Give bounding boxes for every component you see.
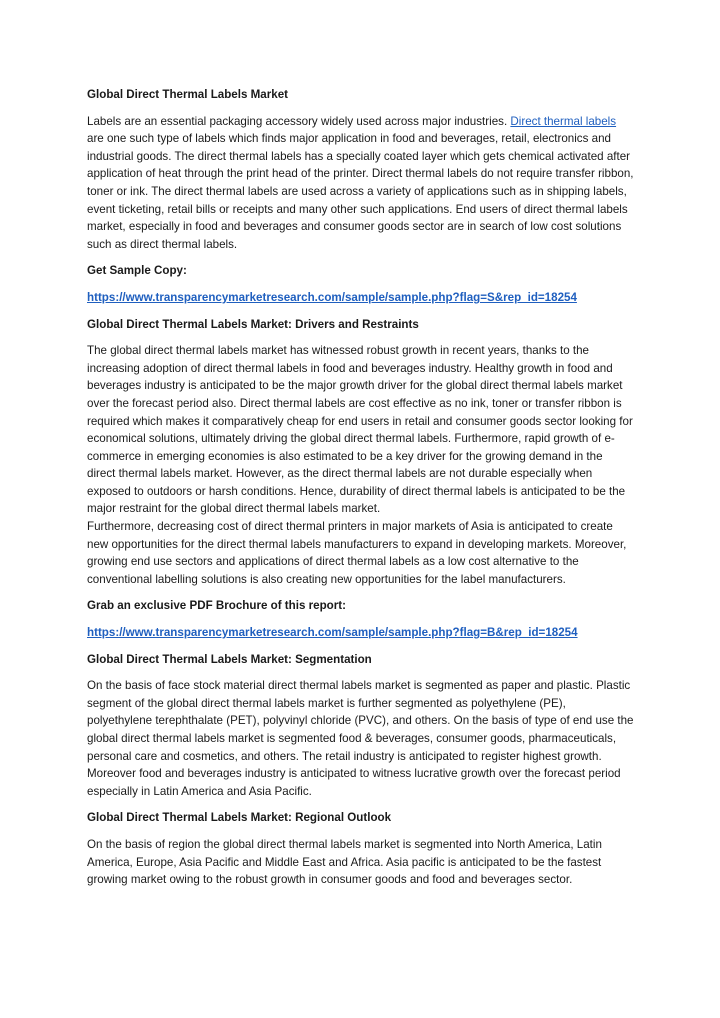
segmentation-paragraph: On the basis of face stock material direct thermal labels market is segmented as paper and plastic. Plastic segment of the global direct thermal labels market is further segmented as polyethylene (PE), polyethylene terephthalate (PET), polyvinyl chloride (PVC), and others. On the basis of type of end use the global direct thermal labels market is segmented food & beverages, consumer goods, pharmaceuticals, personal care and cosmetics, and others. The retail industry is anticipated to register highest growth. Moreover food and beverages industry is anticipated to witness lucrative growth over the forecast period especially in Latin America and Asia Pacific. xyxy=(87,679,634,798)
drivers-heading: Global Direct Thermal Labels Market: Drivers and Restraints xyxy=(87,317,419,331)
direct-thermal-labels-link[interactable]: Direct thermal labels xyxy=(510,114,617,128)
intro-text-before-link: Labels are an essential packaging accessory widely used across major industries. xyxy=(87,114,511,128)
regional-heading: Global Direct Thermal Labels Market: Regional Outlook xyxy=(87,811,392,825)
intro-text-after-link: are one such type of labels which finds major application in food and beverages, retail, electronics and industrial goods. The direct thermal labels has a specially coated layer which gets chemical activated after application of heat through the print head of the printer. Direct thermal labels do not require transfer ribbon, toner or ink. The direct thermal labels are used across a variety of applications such as in shipping labels, event ticketing, retail bills or receipts and many other such applications. End users of direct thermal labels market, especially in food and beverages and consumer goods sector are in search of low cost solutions such as direct thermal labels. xyxy=(87,132,634,251)
regional-paragraph: On the basis of region the global direct thermal labels market is segmented into North America, Latin America, Europe, Asia Pacific and Middle East and Africa. Asia pacific is anticipated to be the fastest growing market owing to the robust growth in consumer goods and food and beverages sector. xyxy=(87,837,602,887)
intro-paragraph xyxy=(87,113,634,254)
sample-copy-link[interactable]: https://www.transparencymarketresearch.com/sample/sample.php?flag=S&rep_id=18254 xyxy=(87,290,577,304)
brochure-heading: Grab an exclusive PDF Brochure of this report: xyxy=(87,599,346,613)
sample-copy-heading: Get Sample Copy: xyxy=(87,264,187,278)
drivers-paragraph-2: Furthermore, decreasing cost of direct thermal printers in major markets of Asia is anticipated to create new opportunities for the direct thermal labels manufacturers to expand in developing markets. Moreover, growing end use sectors and applications of direct thermal labels as a low cost alternative to the conventional labelling solutions is also creating new opportunities for the label manufacturers. xyxy=(87,520,627,586)
brochure-link[interactable]: https://www.transparencymarketresearch.com/sample/sample.php?flag=B&rep_id=18254 xyxy=(87,626,578,640)
segmentation-heading: Global Direct Thermal Labels Market: Segmentation xyxy=(87,652,372,666)
document-title: Global Direct Thermal Labels Market xyxy=(87,88,289,101)
drivers-paragraph-1: The global direct thermal labels market has witnessed robust growth in recent years, thanks to the increasing adoption of direct thermal labels in food and beverages industry. Healthy growth in food and beverages industry is anticipated to be the major growth driver for the global direct thermal labels market over the forecast period also. Direct thermal labels are cost effective as no ink, toner or transfer ribbon is required which makes it comparatively cheap for end users in retail and consumer goods sector looking for economical solutions, ultimately driving the global direct thermal labels. Furthermore, rapid growth of e-commerce in emerging economies is also estimated to be a key driver for the growing demand in the direct thermal labels market. However, as the direct thermal labels are not durable especially when exposed to outdoors or harsh conditions. Hence, durability of direct thermal labels is anticipated to be the major restraint for the global direct thermal labels market. xyxy=(87,344,633,516)
